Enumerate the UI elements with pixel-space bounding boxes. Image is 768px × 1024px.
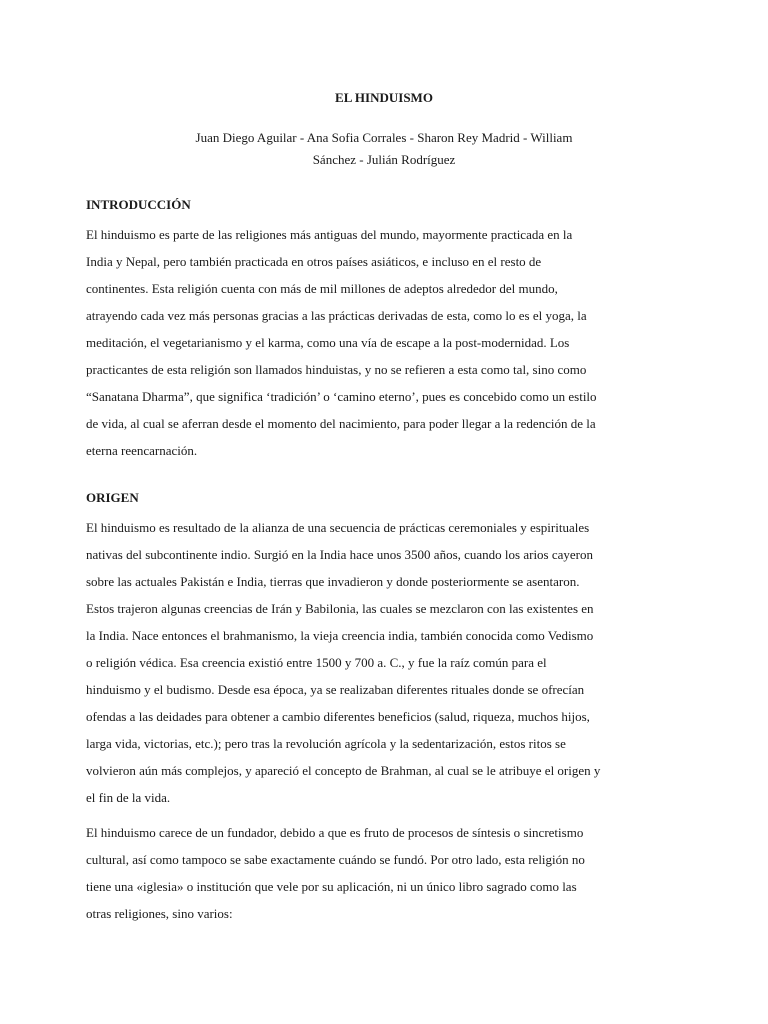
section-paragraph bbox=[86, 514, 686, 811]
text-line: sobre las actuales Pakistán e India, tierras que invadieron y donde posteriormente se asentaron. bbox=[86, 574, 580, 589]
text-line: ofendas a las deidades para obtener a cambio diferentes beneficios (salud, riqueza, muchos hijos, bbox=[86, 709, 590, 724]
text-line: o religión védica. Esa creencia existió entre 1500 y 700 a. C., y fue la raíz común para el bbox=[86, 655, 547, 670]
paragraph-fundador bbox=[86, 819, 686, 927]
text-line: nativas del subcontinente indio. Surgió en la India hace unos 3500 años, cuando los arios cayeron bbox=[86, 547, 593, 562]
text-line: atrayendo cada vez más personas gracias a las prácticas derivadas de esta, como lo es el yoga, la bbox=[86, 308, 587, 323]
text-line: Estos trajeron algunas creencias de Irán y Babilonia, las cuales se mezclaron con las existentes en bbox=[86, 601, 594, 616]
text-line: practicantes de esta religión son llamados hinduistas, y no se refieren a esta como tal, sino como bbox=[86, 362, 587, 377]
text-line: El hinduismo carece de un fundador, debido a que es fruto de procesos de síntesis o sincretismo bbox=[86, 825, 584, 840]
text-line: el fin de la vida. bbox=[86, 790, 171, 805]
text-line: eterna reencarnación. bbox=[86, 443, 198, 458]
section-heading: INTRODUCCIÓN bbox=[86, 197, 191, 212]
document-title: EL HINDUISMO bbox=[335, 90, 433, 105]
section-origen bbox=[86, 488, 686, 811]
text-line: otras religiones, sino varios: bbox=[86, 906, 233, 921]
text-line: cultural, así como tampoco se sabe exactamente cuándo se fundó. Por otro lado, esta religión no bbox=[86, 852, 585, 867]
text-line: volvieron aún más complejos, y apareció el concepto de Brahman, al cual se le atribuye el origen y bbox=[86, 763, 601, 778]
text-line: la India. Nace entonces el brahmanismo, la vieja creencia india, también conocida como Vedismo bbox=[86, 628, 594, 643]
author-list bbox=[150, 127, 618, 171]
section-introduccion bbox=[86, 195, 686, 464]
text-line: India y Nepal, pero también practicada en otros países asiáticos, e incluso en el resto de bbox=[86, 254, 542, 269]
text-line: El hinduismo es parte de las religiones más antiguas del mundo, mayormente practicada en la bbox=[86, 227, 573, 242]
text-line: tiene una «iglesia» o institución que vele por su aplicación, ni un único libro sagrado como las bbox=[86, 879, 577, 894]
author-line: Sánchez - Julián Rodríguez bbox=[312, 152, 456, 167]
text-line: El hinduismo es resultado de la alianza de una secuencia de prácticas ceremoniales y espirituales bbox=[86, 520, 590, 535]
section-paragraph bbox=[86, 221, 686, 464]
text-line: “Sanatana Dharma”, que significa ‘tradición’ o ‘camino eterno’, pues es concebido como un estilo bbox=[86, 389, 597, 404]
text-line: hinduismo y el budismo. Desde esa época, ya se realizaban diferentes rituales donde se ofrecían bbox=[86, 682, 585, 697]
text-line: continentes. Esta religión cuenta con más de mil millones de adeptos alrededor del mundo, bbox=[86, 281, 558, 296]
author-line: Juan Diego Aguilar - Ana Sofia Corrales - Sharon Rey Madrid - William bbox=[195, 130, 573, 145]
text-line: larga vida, victorias, etc.); pero tras la revolución agrícola y la sedentarización, estos ritos se bbox=[86, 736, 566, 751]
text-line: meditación, el vegetarianismo y el karma, como una vía de escape a la post-modernidad. Los bbox=[86, 335, 570, 350]
section-heading: ORIGEN bbox=[86, 490, 139, 505]
text-line: de vida, al cual se aferran desde el momento del nacimiento, para poder llegar a la redención de la bbox=[86, 416, 596, 431]
